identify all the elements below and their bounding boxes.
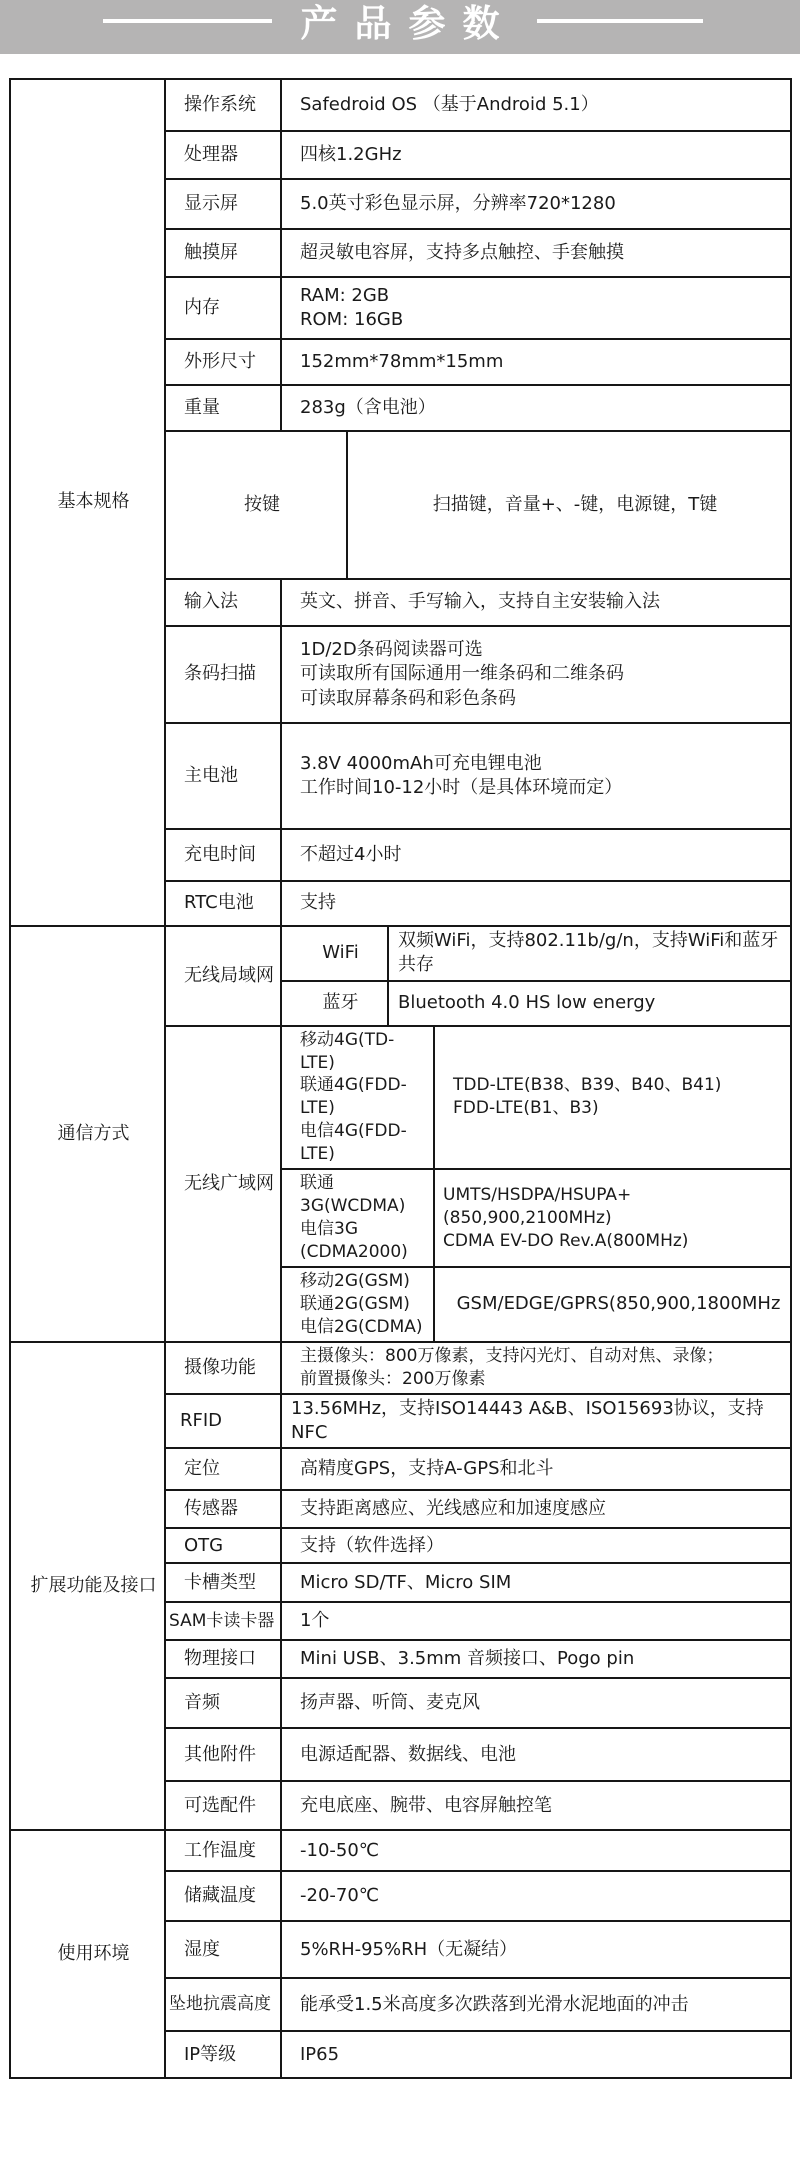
drop-resistance-value: 能承受1.5米高度多次跌落到光滑水泥地面的冲击 — [281, 1978, 791, 2031]
carrier-line: 电信4G(FDD-LTE) — [300, 1121, 407, 1165]
charge-time-label: 充电时间 — [165, 829, 281, 881]
barcode-label: 条码扫描 — [165, 626, 281, 723]
otg-value: 支持（软件选择） — [281, 1528, 791, 1563]
cpu-label: 处理器 — [165, 131, 281, 179]
display-label: 显示屏 — [165, 179, 281, 229]
table-row — [10, 1830, 791, 1871]
storage-temp-label: 储藏温度 — [165, 1871, 281, 1921]
sensors-label: 传感器 — [165, 1490, 281, 1528]
carrier-line: 联通4G(FDD-LTE) — [300, 1075, 407, 1119]
sam-reader-value: 1个 — [281, 1602, 791, 1640]
lte-carriers — [281, 1026, 434, 1170]
page-title: 产品参数 — [300, 2, 517, 45]
keys-value: 扫描键，音量+、-键，电源键，T键 — [347, 431, 791, 579]
g3-bands — [434, 1169, 791, 1267]
value-line: TDD-LTE(B38、B39、B40、B41) — [453, 1075, 722, 1096]
value-line: 3.8V 4000mAh可充电锂电池 — [300, 752, 542, 774]
value-line: 工作时间10-12小时（是具体环境而定） — [300, 777, 623, 798]
value-line: 可读取屏幕条码和彩色条码 — [300, 687, 516, 709]
g2-carriers — [281, 1267, 434, 1342]
accessories-value: 电源适配器、数据线、电池 — [281, 1728, 791, 1781]
value-line: 1D/2D条码阅读器可选 — [300, 639, 483, 661]
value-line: FDD-LTE(B1、B3) — [453, 1098, 599, 1119]
lte-bands — [434, 1026, 791, 1170]
table-row — [10, 926, 791, 981]
camera-value — [281, 1342, 791, 1394]
barcode-value — [281, 626, 791, 723]
camera-label: 摄像功能 — [165, 1342, 281, 1394]
weight-value: 283g（含电池） — [281, 385, 791, 431]
value-line: 可读取所有国际通用一维条码和二维条码 — [300, 663, 624, 685]
g3-carriers — [281, 1169, 434, 1267]
carrier-line: 移动2G(GSM) — [300, 1270, 410, 1291]
card-slots-label: 卡槽类型 — [165, 1563, 281, 1602]
spec-table — [9, 78, 792, 2079]
touchscreen-value: 超灵敏电容屏，支持多点触控、手套触摸 — [281, 229, 791, 277]
positioning-label: 定位 — [165, 1448, 281, 1490]
table-row — [10, 1342, 791, 1394]
carrier-line: 电信3G — [300, 1219, 358, 1240]
wifi-value: 双频WiFi，支持802.11b/g/n，支持WiFi和蓝牙共存 — [388, 926, 791, 981]
battery-label: 主电池 — [165, 723, 281, 829]
ports-label: 物理接口 — [165, 1640, 281, 1678]
bluetooth-value: Bluetooth 4.0 HS low energy — [388, 981, 791, 1026]
dimensions-label: 外形尺寸 — [165, 339, 281, 385]
value-line: RAM: 2GB — [300, 284, 390, 306]
positioning-value: 高精度GPS，支持A-GPS和北斗 — [281, 1448, 791, 1490]
carrier-line: 电信2G(CDMA) — [300, 1316, 423, 1337]
rtc-battery-label: RTC电池 — [165, 881, 281, 926]
section-environment: 使用环境 — [10, 1830, 165, 2078]
value-line: UMTS/HSDPA/HSUPA+(850,900,2100MHz) — [443, 1184, 632, 1228]
ip-rating-label: IP等级 — [165, 2031, 281, 2078]
storage-temp-value: -20-70℃ — [281, 1871, 791, 1921]
rfid-label: RFID — [165, 1394, 281, 1449]
operating-temp-label: 工作温度 — [165, 1830, 281, 1871]
battery-value — [281, 723, 791, 829]
memory-value — [281, 277, 791, 339]
carrier-line: 移动4G(TD-LTE) — [300, 1029, 395, 1073]
carrier-line: 联通3G(WCDMA) — [300, 1173, 406, 1217]
os-label: 操作系统 — [165, 79, 281, 131]
carrier-line: 联通2G(GSM) — [300, 1293, 410, 1314]
rtc-battery-value: 支持 — [281, 881, 791, 926]
section-expansion: 扩展功能及接口 — [10, 1342, 165, 1830]
input-method-label: 输入法 — [165, 579, 281, 626]
page-header — [0, 0, 800, 54]
audio-value: 扬声器、听筒、麦克风 — [281, 1678, 791, 1728]
bluetooth-label: 蓝牙 — [281, 981, 388, 1026]
ip-rating-value: IP65 — [281, 2031, 791, 2078]
rfid-value: 13.56MHz，支持ISO14443 A&B、ISO15693协议，支持NFC — [281, 1394, 791, 1449]
optional-accessories-value: 充电底座、腕带、电容屏触控笔 — [281, 1781, 791, 1830]
display-value: 5.0英寸彩色显示屏，分辨率720*1280 — [281, 179, 791, 229]
section-basic-specs: 基本规格 — [10, 79, 165, 926]
value-line: 主摄像头：800万像素，支持闪光灯、自动对焦、录像； — [300, 1345, 724, 1366]
wwan-label: 无线广域网 — [165, 1026, 281, 1342]
keys-label: 按键 — [165, 431, 347, 579]
value-line: CDMA EV-DO Rev.A(800MHz) — [443, 1230, 689, 1251]
section-communication: 通信方式 — [10, 926, 165, 1342]
touchscreen-label: 触摸屏 — [165, 229, 281, 277]
cpu-value: 四核1.2GHz — [281, 131, 791, 179]
charge-time-value: 不超过4小时 — [281, 829, 791, 881]
optional-accessories-label: 可选配件 — [165, 1781, 281, 1830]
value-line: ROM: 16GB — [300, 309, 404, 330]
dimensions-value: 152mm*78mm*15mm — [281, 339, 791, 385]
memory-label: 内存 — [165, 277, 281, 339]
sam-reader-label: SAM卡读卡器 — [165, 1602, 281, 1640]
ports-value: Mini USB、3.5mm 音频接口、Pogo pin — [281, 1640, 791, 1678]
table-row — [10, 79, 791, 131]
wifi-label: WiFi — [281, 926, 388, 981]
sensors-value: 支持距离感应、光线感应和加速度感应 — [281, 1490, 791, 1528]
audio-label: 音频 — [165, 1678, 281, 1728]
drop-resistance-label: 坠地抗震高度 — [165, 1978, 281, 2031]
card-slots-value: Micro SD/TF、Micro SIM — [281, 1563, 791, 1602]
wlan-label: 无线局域网 — [165, 926, 281, 1026]
input-method-value: 英文、拼音、手写输入，支持自主安装输入法 — [281, 579, 791, 626]
accessories-label: 其他附件 — [165, 1728, 281, 1781]
weight-label: 重量 — [165, 385, 281, 431]
operating-temp-value: -10-50℃ — [281, 1830, 791, 1871]
humidity-value: 5%RH-95%RH（无凝结） — [281, 1921, 791, 1978]
humidity-label: 湿度 — [165, 1921, 281, 1978]
otg-label: OTG — [165, 1528, 281, 1563]
carrier-line: (CDMA2000) — [300, 1242, 408, 1263]
g2-bands: GSM/EDGE/GPRS(850,900,1800MHz — [434, 1267, 791, 1342]
os-value: Safedroid OS （基于Android 5.1） — [281, 79, 791, 131]
value-line: 前置摄像头：200万像素 — [300, 1368, 486, 1389]
